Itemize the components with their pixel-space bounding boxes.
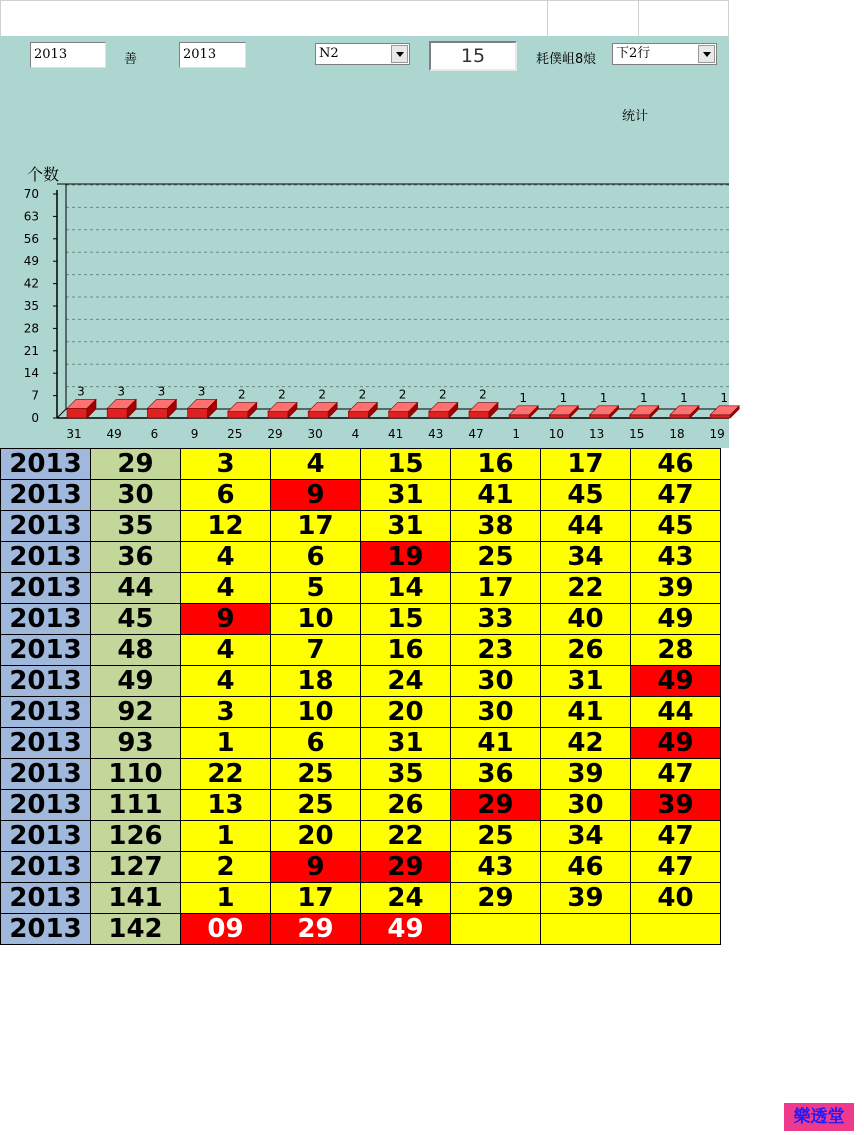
issue-cell: 92 bbox=[91, 697, 181, 728]
x-tick-label: 19 bbox=[709, 427, 725, 441]
number-cell: 1 bbox=[181, 728, 271, 759]
bar-front bbox=[590, 415, 610, 418]
number-cell: 41 bbox=[451, 728, 541, 759]
highlighted-number-cell: 49 bbox=[361, 914, 451, 945]
bar-front bbox=[469, 412, 489, 418]
bar-value-label: 3 bbox=[197, 384, 206, 399]
bar bbox=[469, 403, 498, 418]
issue-cell: 44 bbox=[91, 573, 181, 604]
number-cell: 1 bbox=[181, 883, 271, 914]
to-label: 善 bbox=[124, 52, 138, 67]
bar-value-label: 3 bbox=[117, 384, 126, 399]
highlighted-number-cell: 9 bbox=[271, 480, 361, 511]
table-row bbox=[1, 542, 721, 573]
x-tick-label: 30 bbox=[307, 427, 323, 441]
highlighted-number-cell: 29 bbox=[271, 914, 361, 945]
number-cell: 33 bbox=[451, 604, 541, 635]
y-tick-label: 0 bbox=[31, 411, 39, 425]
table-row bbox=[1, 759, 721, 790]
year-cell: 2013 bbox=[1, 883, 91, 914]
year-cell: 2013 bbox=[1, 573, 91, 604]
x-tick-label: 10 bbox=[548, 427, 565, 441]
number-cell: 24 bbox=[361, 883, 451, 914]
number-cell bbox=[631, 914, 721, 945]
y-tick-label: 42 bbox=[23, 276, 39, 291]
table-row bbox=[1, 511, 721, 542]
number-cell: 26 bbox=[541, 635, 631, 666]
number-cell: 1 bbox=[181, 821, 271, 852]
highlighted-number-cell: 29 bbox=[361, 852, 451, 883]
issue-cell: 29 bbox=[91, 449, 181, 480]
number-cell: 29 bbox=[451, 883, 541, 914]
year-cell: 2013 bbox=[1, 542, 91, 573]
number-cell: 36 bbox=[451, 759, 541, 790]
bar-front bbox=[429, 412, 449, 418]
number-cell: 3 bbox=[181, 697, 271, 728]
bar-value-label: 2 bbox=[398, 387, 407, 402]
bar bbox=[549, 406, 578, 418]
issue-cell: 30 bbox=[91, 480, 181, 511]
y-tick-label: 35 bbox=[23, 299, 39, 313]
bar bbox=[710, 406, 739, 418]
number-cell: 39 bbox=[541, 883, 631, 914]
highlighted-number-cell: 29 bbox=[451, 790, 541, 821]
issue-cell: 111 bbox=[91, 790, 181, 821]
table-row bbox=[1, 883, 721, 914]
number-cell: 17 bbox=[541, 449, 631, 480]
table-row bbox=[1, 697, 721, 728]
x-tick-label: 49 bbox=[106, 427, 122, 441]
bar-front bbox=[188, 408, 208, 418]
header-cell-divider bbox=[638, 1, 639, 37]
bar bbox=[107, 399, 136, 418]
bar bbox=[429, 403, 458, 418]
table-row bbox=[1, 480, 721, 511]
number-cell: 2 bbox=[181, 852, 271, 883]
header-cell-divider bbox=[547, 1, 548, 37]
year-cell: 2013 bbox=[1, 697, 91, 728]
issue-cell: 45 bbox=[91, 604, 181, 635]
frequency-bar-chart bbox=[0, 72, 729, 448]
bar-value-label: 1 bbox=[680, 390, 688, 405]
number-cell: 17 bbox=[451, 573, 541, 604]
number-cell: 16 bbox=[451, 449, 541, 480]
x-tick-label: 6 bbox=[150, 427, 159, 441]
x-tick-label: 25 bbox=[227, 427, 243, 441]
number-cell: 47 bbox=[631, 821, 721, 852]
bar-front bbox=[710, 415, 730, 418]
bar-front bbox=[308, 412, 328, 418]
number-cell: 26 bbox=[361, 790, 451, 821]
number-cell: 4 bbox=[181, 666, 271, 697]
number-cell: 6 bbox=[271, 728, 361, 759]
number-cell: 28 bbox=[631, 635, 721, 666]
highlighted-number-cell: 09 bbox=[181, 914, 271, 945]
chart-top-caption: 统计 bbox=[622, 109, 649, 124]
number-cell: 4 bbox=[271, 449, 361, 480]
y-tick-label: 70 bbox=[23, 187, 39, 201]
number-cell: 45 bbox=[631, 511, 721, 542]
garbled-label: 耗僕岨8烺 bbox=[536, 52, 597, 67]
year-cell: 2013 bbox=[1, 449, 91, 480]
bar-front bbox=[549, 415, 569, 418]
number-cell: 13 bbox=[181, 790, 271, 821]
number-cell: 6 bbox=[271, 542, 361, 573]
table-row bbox=[1, 821, 721, 852]
highlighted-number-cell: 9 bbox=[181, 604, 271, 635]
table-row bbox=[1, 914, 721, 945]
year-from-input[interactable]: 2013 bbox=[30, 42, 106, 68]
number-cell: 25 bbox=[271, 790, 361, 821]
bar-front bbox=[268, 412, 288, 418]
bar-front bbox=[107, 408, 127, 418]
number-cell: 12 bbox=[181, 511, 271, 542]
number-cell: 24 bbox=[361, 666, 451, 697]
number-cell: 43 bbox=[451, 852, 541, 883]
number-cell: 30 bbox=[451, 697, 541, 728]
number-cell: 34 bbox=[541, 542, 631, 573]
table-row bbox=[1, 635, 721, 666]
number-cell: 46 bbox=[631, 449, 721, 480]
number-cell: 30 bbox=[541, 790, 631, 821]
bar-front bbox=[348, 412, 368, 418]
year-cell: 2013 bbox=[1, 759, 91, 790]
bar-value-label: 1 bbox=[559, 390, 568, 405]
year-cell: 2013 bbox=[1, 511, 91, 542]
chevron-down-icon[interactable] bbox=[391, 45, 408, 63]
number-cell: 10 bbox=[271, 604, 361, 635]
y-tick-label: 63 bbox=[23, 209, 39, 224]
number-cell: 20 bbox=[361, 697, 451, 728]
table-row bbox=[1, 852, 721, 883]
number-cell: 47 bbox=[631, 480, 721, 511]
table-row bbox=[1, 790, 721, 821]
bar-value-label: 1 bbox=[720, 390, 729, 405]
number-cell: 40 bbox=[631, 883, 721, 914]
number-cell: 17 bbox=[271, 511, 361, 542]
field-select-value: N2 bbox=[319, 46, 339, 61]
bar bbox=[630, 406, 659, 418]
number-cell: 3 bbox=[181, 449, 271, 480]
count-input[interactable]: 15 bbox=[429, 41, 517, 71]
bar-value-label: 2 bbox=[278, 387, 286, 402]
chart-bars bbox=[67, 384, 739, 418]
bar-front bbox=[630, 415, 650, 418]
row-select-value: 下2行 bbox=[616, 46, 651, 61]
bar-value-label: 2 bbox=[318, 387, 327, 402]
x-tick-label: 18 bbox=[669, 427, 685, 441]
bar-value-label: 2 bbox=[479, 387, 487, 402]
issue-cell: 93 bbox=[91, 728, 181, 759]
bar-value-label: 1 bbox=[639, 390, 648, 405]
results-table bbox=[0, 448, 721, 945]
x-tick-label: 4 bbox=[351, 427, 360, 441]
bar-front bbox=[509, 415, 529, 418]
y-tick-label: 28 bbox=[23, 321, 39, 336]
bar bbox=[188, 399, 217, 418]
axis-corner bbox=[57, 409, 66, 418]
x-tick-label: 9 bbox=[190, 427, 199, 441]
issue-cell: 127 bbox=[91, 852, 181, 883]
highlighted-number-cell: 39 bbox=[631, 790, 721, 821]
bar bbox=[590, 406, 619, 418]
number-cell: 7 bbox=[271, 635, 361, 666]
bar bbox=[348, 403, 377, 418]
issue-cell: 142 bbox=[91, 914, 181, 945]
number-cell: 43 bbox=[631, 542, 721, 573]
number-cell: 25 bbox=[451, 542, 541, 573]
brand-badge: 樂透堂 bbox=[784, 1103, 854, 1131]
number-cell: 46 bbox=[541, 852, 631, 883]
number-cell: 17 bbox=[271, 883, 361, 914]
year-cell: 2013 bbox=[1, 604, 91, 635]
number-cell: 6 bbox=[181, 480, 271, 511]
highlighted-number-cell: 49 bbox=[631, 666, 721, 697]
number-cell: 22 bbox=[541, 573, 631, 604]
x-tick-label: 1 bbox=[512, 427, 521, 441]
number-cell: 35 bbox=[361, 759, 451, 790]
year-to-input[interactable]: 2013 bbox=[179, 42, 246, 68]
table-row bbox=[1, 728, 721, 759]
bar-value-label: 2 bbox=[237, 387, 246, 402]
x-tick-label: 43 bbox=[428, 427, 444, 441]
number-cell: 31 bbox=[361, 728, 451, 759]
y-tick-label: 21 bbox=[23, 343, 39, 358]
number-cell: 14 bbox=[361, 573, 451, 604]
number-cell: 45 bbox=[541, 480, 631, 511]
field-select[interactable] bbox=[315, 43, 410, 65]
bar-front bbox=[389, 412, 409, 418]
year-cell: 2013 bbox=[1, 728, 91, 759]
y-tick-label: 49 bbox=[23, 254, 39, 269]
year-cell: 2013 bbox=[1, 914, 91, 945]
number-cell bbox=[451, 914, 541, 945]
number-cell: 41 bbox=[541, 697, 631, 728]
bar-value-label: 1 bbox=[519, 390, 528, 405]
x-tick-label: 29 bbox=[267, 427, 283, 441]
top-header-strip bbox=[0, 0, 729, 36]
year-cell: 2013 bbox=[1, 852, 91, 883]
number-cell: 49 bbox=[631, 604, 721, 635]
y-tick-label: 7 bbox=[31, 388, 39, 403]
bar-front bbox=[670, 415, 690, 418]
number-cell: 42 bbox=[541, 728, 631, 759]
number-cell: 41 bbox=[451, 480, 541, 511]
number-cell: 40 bbox=[541, 604, 631, 635]
number-cell: 16 bbox=[361, 635, 451, 666]
bar-front bbox=[147, 408, 167, 418]
number-cell: 20 bbox=[271, 821, 361, 852]
number-cell: 31 bbox=[361, 480, 451, 511]
number-cell: 5 bbox=[271, 573, 361, 604]
number-cell: 25 bbox=[271, 759, 361, 790]
year-cell: 2013 bbox=[1, 635, 91, 666]
year-cell: 2013 bbox=[1, 821, 91, 852]
number-cell: 4 bbox=[181, 635, 271, 666]
number-cell: 18 bbox=[271, 666, 361, 697]
query-chart-panel bbox=[0, 36, 729, 448]
number-cell bbox=[541, 914, 631, 945]
bar bbox=[389, 403, 418, 418]
number-cell: 39 bbox=[541, 759, 631, 790]
number-cell: 23 bbox=[451, 635, 541, 666]
number-cell: 31 bbox=[361, 511, 451, 542]
issue-cell: 110 bbox=[91, 759, 181, 790]
y-tick-label: 56 bbox=[23, 231, 39, 246]
number-cell: 25 bbox=[451, 821, 541, 852]
number-cell: 47 bbox=[631, 852, 721, 883]
number-cell: 10 bbox=[271, 697, 361, 728]
year-cell: 2013 bbox=[1, 790, 91, 821]
x-tick-label: 47 bbox=[468, 427, 484, 441]
chart-grid bbox=[66, 185, 729, 387]
year-cell: 2013 bbox=[1, 480, 91, 511]
number-cell: 4 bbox=[181, 573, 271, 604]
number-cell: 22 bbox=[361, 821, 451, 852]
table-row bbox=[1, 666, 721, 697]
x-tick-label: 13 bbox=[588, 427, 605, 441]
issue-cell: 49 bbox=[91, 666, 181, 697]
bar-front bbox=[67, 408, 87, 418]
bar-value-label: 2 bbox=[358, 387, 367, 402]
bar bbox=[509, 406, 538, 418]
table-row bbox=[1, 449, 721, 480]
highlighted-number-cell: 49 bbox=[631, 728, 721, 759]
highlighted-number-cell: 9 bbox=[271, 852, 361, 883]
bar bbox=[308, 403, 337, 418]
bar bbox=[228, 403, 257, 418]
chevron-down-icon[interactable] bbox=[698, 45, 715, 63]
x-tick-label: 41 bbox=[387, 427, 404, 441]
y-tick-label: 14 bbox=[23, 366, 39, 381]
row-select[interactable] bbox=[612, 43, 717, 65]
issue-cell: 35 bbox=[91, 511, 181, 542]
x-tick-label: 31 bbox=[66, 427, 82, 441]
issue-cell: 126 bbox=[91, 821, 181, 852]
bar bbox=[670, 406, 699, 418]
number-cell: 47 bbox=[631, 759, 721, 790]
table-row bbox=[1, 604, 721, 635]
x-tick-label: 15 bbox=[629, 427, 645, 441]
number-cell: 39 bbox=[631, 573, 721, 604]
bar-front bbox=[228, 412, 248, 418]
number-cell: 44 bbox=[541, 511, 631, 542]
number-cell: 15 bbox=[361, 449, 451, 480]
bar bbox=[67, 399, 96, 418]
y-axis-label: 个数 bbox=[27, 165, 60, 184]
number-cell: 22 bbox=[181, 759, 271, 790]
number-cell: 34 bbox=[541, 821, 631, 852]
bar bbox=[147, 399, 176, 418]
bar-value-label: 2 bbox=[438, 387, 447, 402]
highlighted-number-cell: 19 bbox=[361, 542, 451, 573]
issue-cell: 48 bbox=[91, 635, 181, 666]
year-cell: 2013 bbox=[1, 666, 91, 697]
issue-cell: 141 bbox=[91, 883, 181, 914]
bar-value-label: 1 bbox=[599, 390, 608, 405]
number-cell: 44 bbox=[631, 697, 721, 728]
number-cell: 30 bbox=[451, 666, 541, 697]
table-row bbox=[1, 573, 721, 604]
bar bbox=[268, 403, 297, 418]
issue-cell: 36 bbox=[91, 542, 181, 573]
number-cell: 38 bbox=[451, 511, 541, 542]
number-cell: 31 bbox=[541, 666, 631, 697]
bar-value-label: 3 bbox=[77, 384, 85, 399]
number-cell: 15 bbox=[361, 604, 451, 635]
number-cell: 4 bbox=[181, 542, 271, 573]
bar-value-label: 3 bbox=[157, 384, 166, 399]
